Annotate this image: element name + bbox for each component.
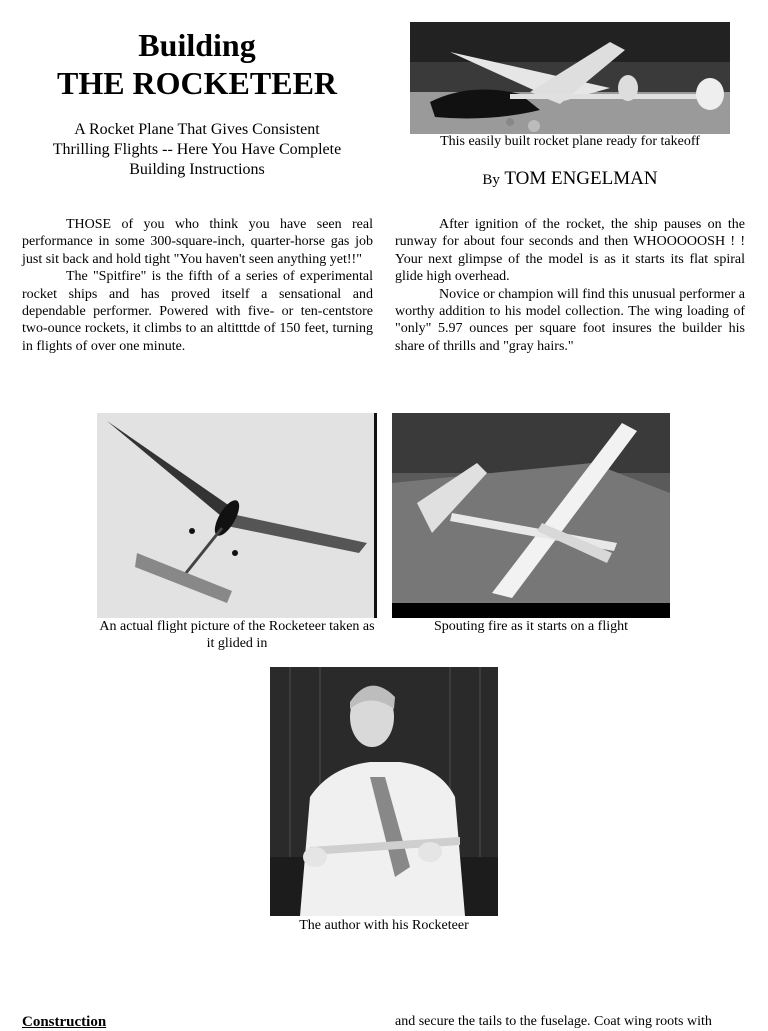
byline-prefix: By: [482, 172, 500, 188]
subtitle-line-3: Building Instructions: [129, 161, 265, 178]
byline: [410, 168, 730, 190]
takeoff-photo-caption: This easily built rocket plane ready for takeoff: [440, 134, 700, 149]
article-subtitle: [22, 120, 372, 180]
subtitle-line-1: A Rocket Plane That Gives Consistent: [74, 121, 320, 138]
author-name: TOM ENGELMAN: [504, 168, 658, 189]
left-column: [22, 216, 373, 355]
author-photo-caption: The author with his Rocketeer: [299, 918, 469, 933]
fire-photo: [392, 413, 670, 618]
left-paragraph-2: The "Spitfire" is the fifth of a series of experimental rocket ships and has proved itself a sensational and dependable performer. Powered with five- or ten-centstore two-ounce rockets, it climbs to an altitttde of 150 feet, turning in flights of over one minute.: [22, 269, 373, 354]
title-line-2: THE ROCKETEER: [56, 65, 338, 101]
article-title: [22, 26, 372, 102]
right-paragraph-1: After ignition of the rocket, the ship pauses on the runway for about four seconds and then WHOOOOOSH ! ! Your next glimpse of the model is as it starts its flat spiral glide high overhead.: [395, 217, 745, 285]
construction-heading: Construction: [22, 1014, 107, 1030]
flight-photo: [97, 413, 377, 618]
title-line-1: Building: [138, 27, 256, 63]
right-paragraph-2: Novice or champion will find this unusual performer a worthy addition to his model collection. The wing loading of "only" 5.97 ounces per square foot insures the builder his share of thrills and "gray hairs.": [395, 286, 745, 354]
author-photo: [270, 667, 498, 916]
subtitle-line-2: Thrilling Flights -- Here You Have Complete: [52, 141, 342, 158]
flight-photo-caption: An actual flight picture of the Rocketeer taken as it glided in: [99, 619, 375, 651]
continued-text-fragment: and secure the tails to the fuselage. Coat wing roots with: [395, 1014, 712, 1029]
left-paragraph-1: THOSE of you who think you have seen real performance in some 300-square-inch, quarter-horse gas job just sit back and hold tight "You haven't seen anything yet!!": [22, 217, 373, 267]
fire-photo-caption: Spouting fire as it starts on a flight: [433, 619, 629, 634]
right-column: [395, 216, 745, 355]
takeoff-photo: [410, 22, 730, 134]
